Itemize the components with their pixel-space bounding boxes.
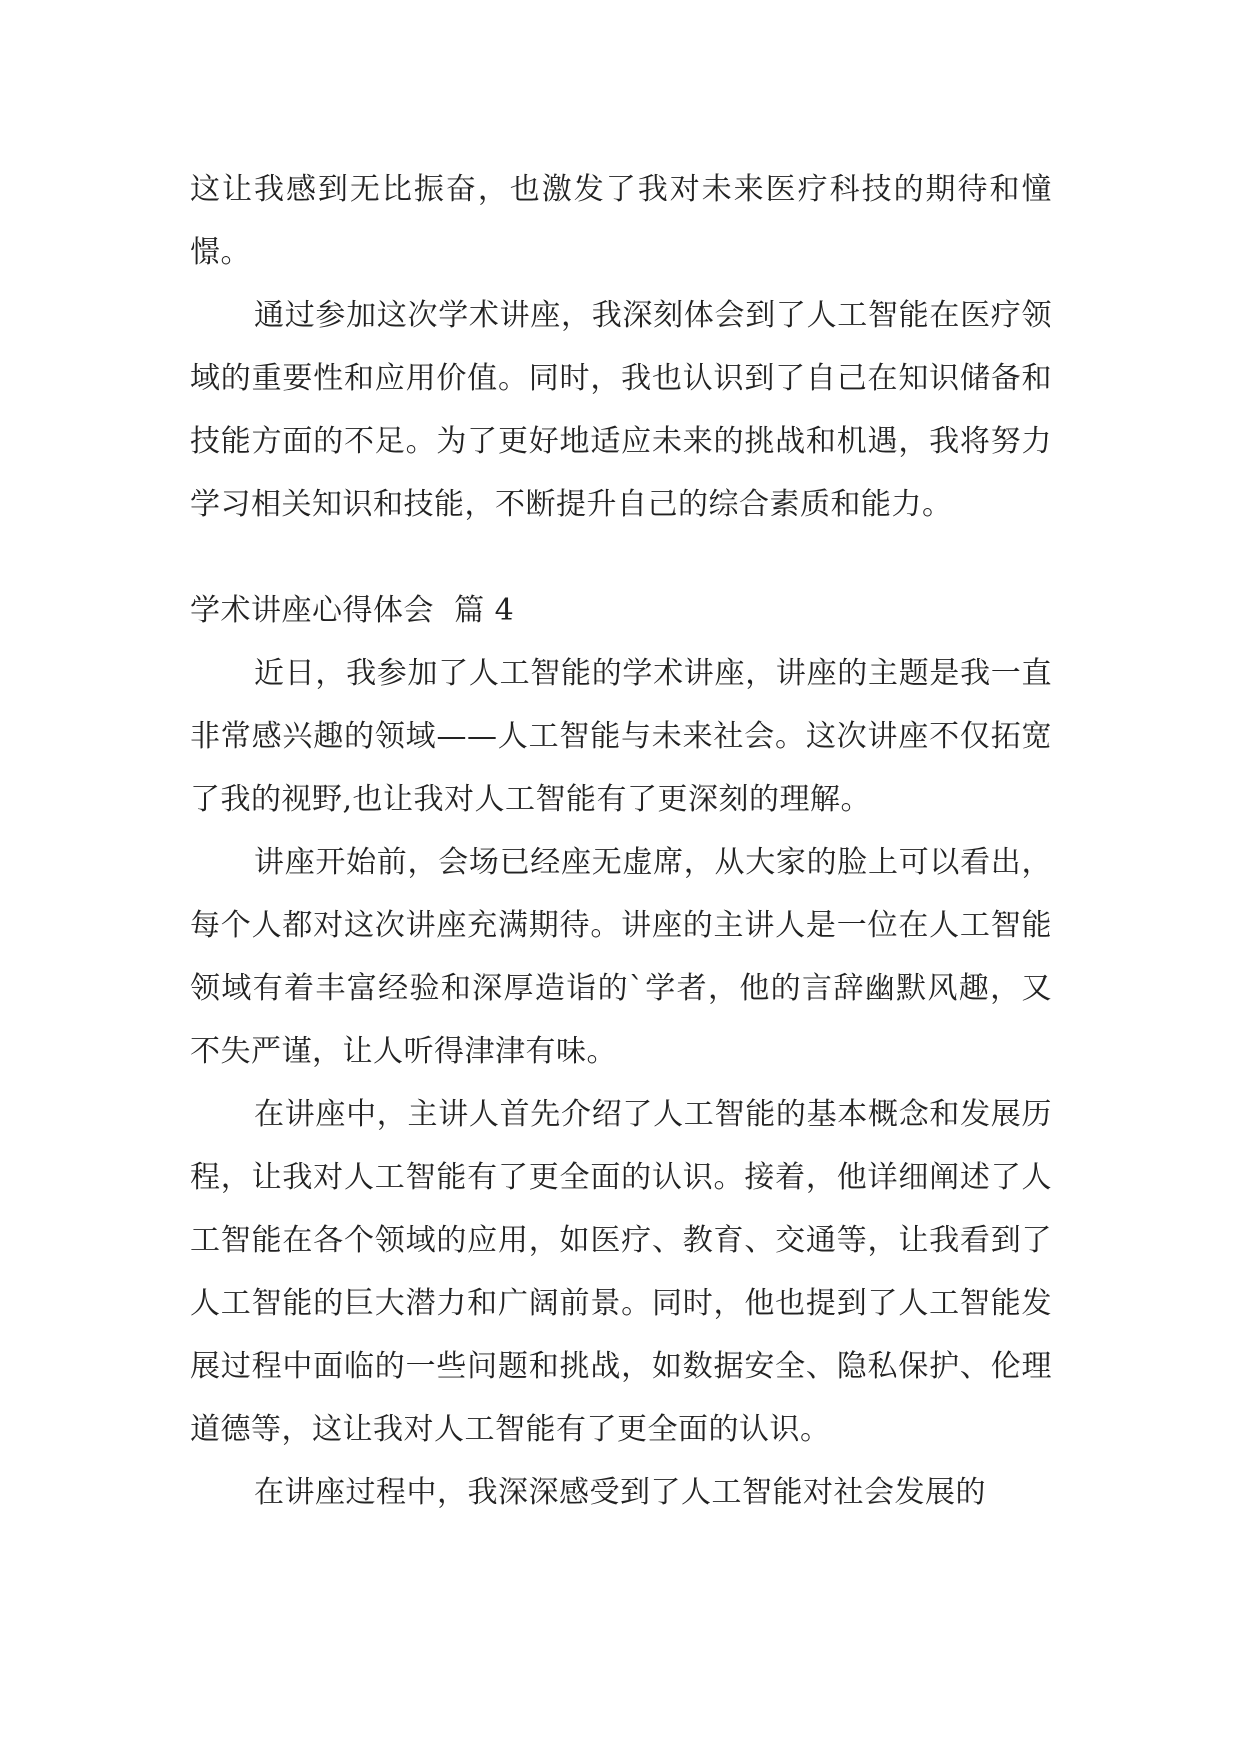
paragraph-2: 通过参加这次学术讲座，我深刻体会到了人工智能在医疗领域的重要性和应用价值。同时，我也认识到了自己在知识储备和技能方面的不足。为了更好地适应未来的挑战和机遇，我将努力学习相关知识和技能，不断提升自己的综合素质和能力。 xyxy=(190,298,1052,522)
paragraph-5: 在讲座中，主讲人首先介绍了人工智能的基本概念和发展历程，让我对人工智能有了更全面的认识。接着，他详细阐述了人工智能在各个领域的应用，如医疗、教育、交通等，让我看到了人工智能的巨大潜力和广阔前景。同时，他也提到了人工智能发展过程中面临的一些问题和挑战，如数据安全、隐私保护、伦理道德等，这让我对人工智能有了更全面的认识。 xyxy=(190,1097,1052,1447)
paragraph-3: 近日，我参加了人工智能的学术讲座，讲座的主题是我一直非常感兴趣的领域——人工智能与未来社会。这次讲座不仅拓宽了我的视野,也让我对人工智能有了更深刻的理解。 xyxy=(190,656,1052,817)
paragraph-1: 这让我感到无比振奋，也激发了我对未来医疗科技的期待和憧憬。 xyxy=(190,172,1052,270)
section-heading: 学术讲座心得体会 篇 4 xyxy=(190,593,515,628)
paragraph-6: 在讲座过程中，我深深感受到了人工智能对社会发展的 xyxy=(254,1475,986,1510)
section-spacer xyxy=(190,536,1052,579)
document-body xyxy=(190,158,1052,1524)
paragraph-4: 讲座开始前，会场已经座无虚席，从大家的脸上可以看出，每个人都对这次讲座充满期待。讲座的主讲人是一位在人工智能领域有着丰富经验和深厚造诣的`学者，他的言辞幽默风趣，又不失严谨，让人听得津津有味。 xyxy=(190,845,1052,1069)
